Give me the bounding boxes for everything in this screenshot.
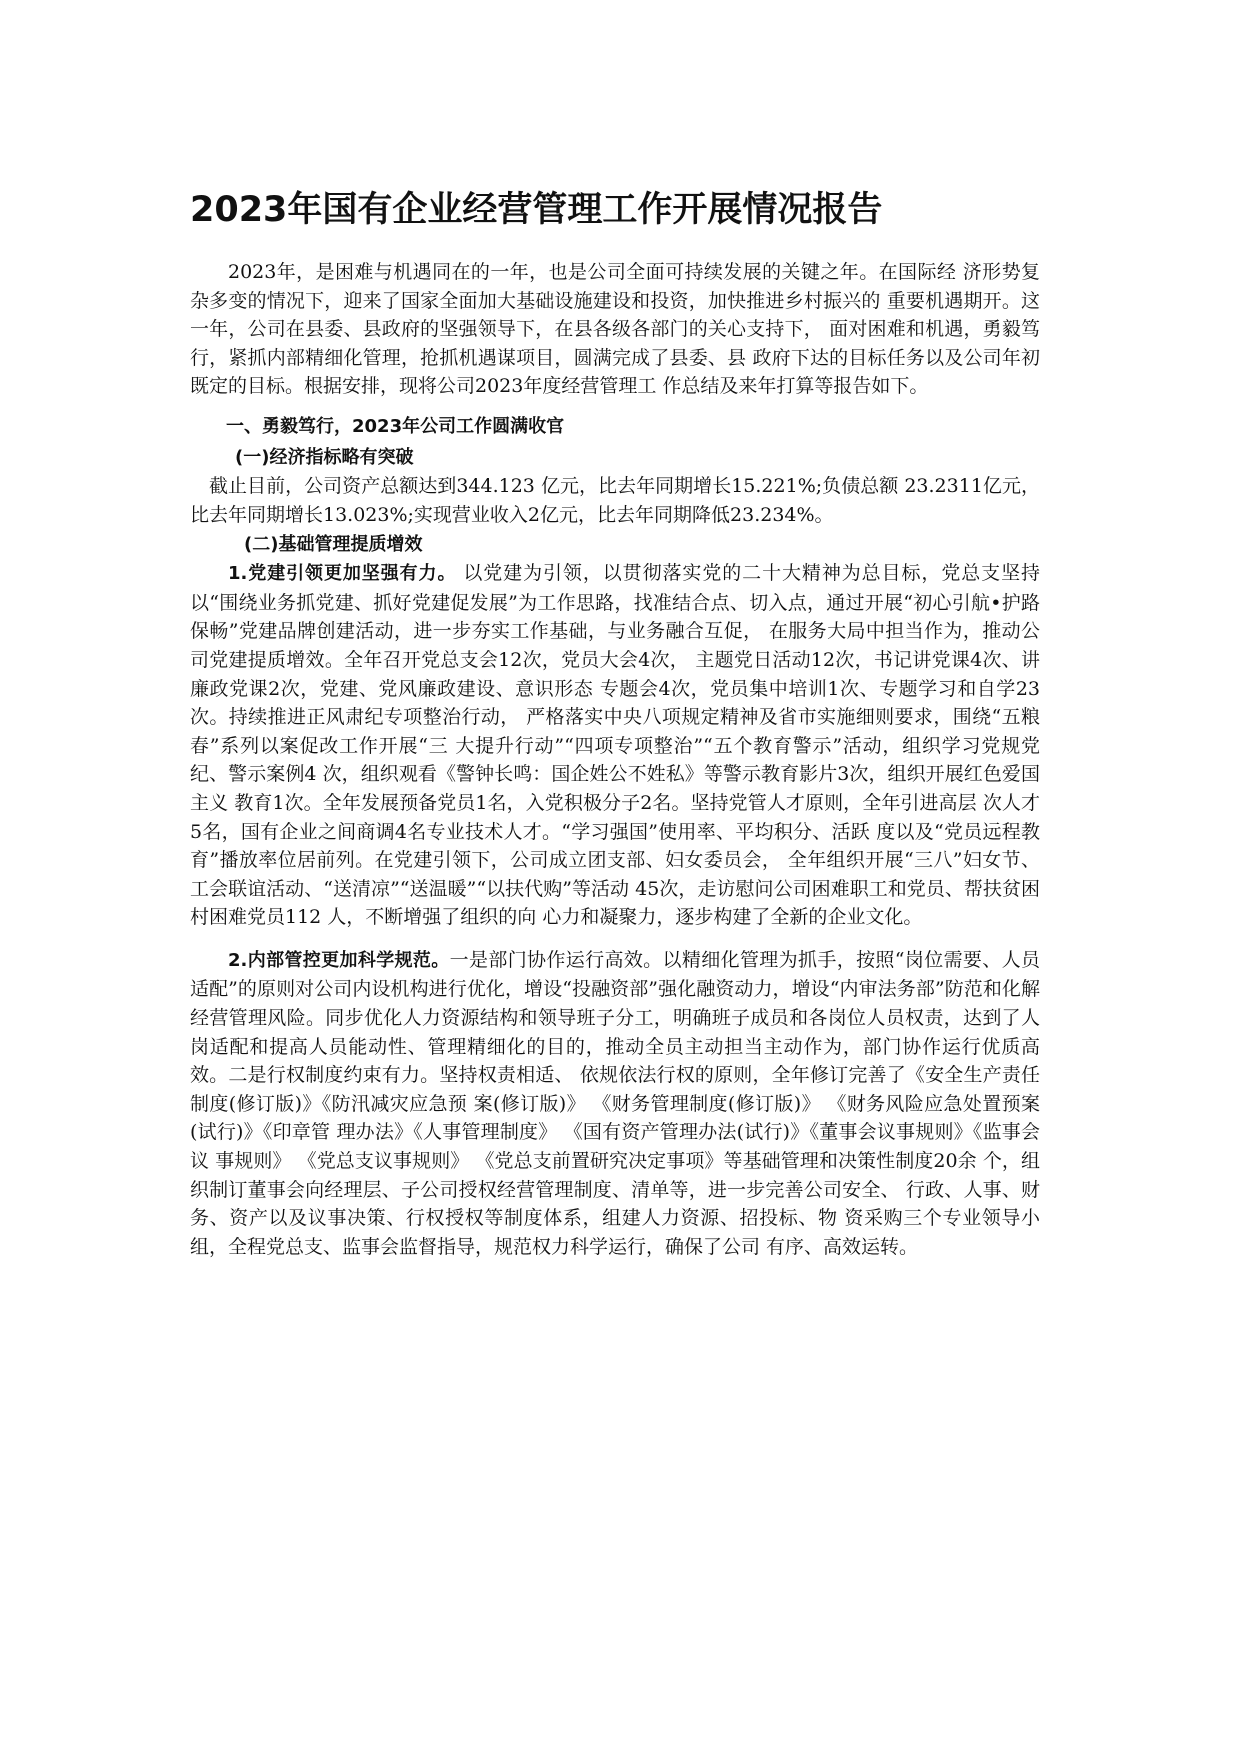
subsection-heading-economic: (一)经济指标略有突破 (235, 446, 414, 468)
internal-control-text: 一是部门协作运行高效。以精细化管理为抓手，按照“岗位需要、人员适配”的原则对公司内设机构进行优化，增设“投融资部”强化融资动力，增设“内审法务部”防范和化解经营管理风险。同步优化人力资源结构和领导班子分工，明确班子成员和各岗位人员权责，达到了人岗适配和提高人员能动性、管理精细化的目的，推动全员主动担当主动作为，部门协作运行优质高效。二是行权制度约束有力。坚持权责相适、 依规依法行权的原则，全年修订完善了《安全生产责任制度(修订版)》《防汛减灾应急预 案(修订版)》 《财务管理制度(修订版)》 《财务风险应急处置预案(试行)》《印章管 理办法》《人事管理制度》 《国有资产管理办法(试行)》《董事会议事规则》《监事会议 事规则》 《党总支议事规则》 《党总支前置研究决定事项》等基础管理和决策性制度20余 个，组织制订董事会向经理层、子公司授权经营管理制度、清单等，进一步完善公司安全、 行政、人事、财务、资产以及议事决策、行权授权等制度体系，组建人力资源、招投标、物 资采购三个专业领导小组，全程党总支、监事会监督指导，规范权力科学运行，确保了公司 有序、高效运转。 (190, 948, 1040, 1258)
section-heading-1: 一、勇毅笃行，2023年公司工作圆满收官 (226, 415, 565, 437)
subsection-heading-management: (二)基础管理提质增效 (244, 534, 423, 556)
intro-paragraph: 2023年，是困难与机遇同在的一年，也是公司全面可持续发展的关键之年。在国际经 济形势复杂多变的情况下，迎来了国家全面加大基础设施建设和投资，加快推进乡村振兴的 重要机遇期开。这一年，公司在县委、县政府的坚强领导下，在县各级各部门的关心支持下， 面对困难和机遇，勇毅笃行，紧抓内部精细化管理，抢抓机遇谋项目，圆满完成了县委、县 政府下达的目标任务以及公司年初既定的目标。根据安排，现将公司2023年度经营管理工 作总结及来年打算等报告如下。 (190, 261, 1040, 398)
document-body (190, 258, 1040, 1261)
document-title: 2023年国有企业经营管理工作开展情况报告 (190, 190, 883, 230)
party-building-lead: 1.党建引领更加坚强有力。 (228, 563, 457, 585)
economic-indicators-paragraph: 截止目前，公司资产总额达到344.123 亿元，比去年同期增长15.221%;负债总额 23.2311亿元，比去年同期增长13.023%;实现营业收入2亿元，比去年同期降低23.234%。 (190, 474, 1040, 526)
internal-control-paragraph (190, 946, 1040, 1262)
party-building-text: 以党建为引领，以贯彻落实党的二十大精神为总目标，党总支坚持以“围绕业务抓党建、抓好党建促发展”为工作思路，找准结合点、切入点，通过开展“初心引航•护路保畅”党建品牌创建活动，进一步夯实工作基础，与业务融合互促， 在服务大局中担当作为，推动公司党建提质增效。全年召开党总支会12次，党员大会4次， 主题党日活动12次，书记讲党课4次、讲廉政党课2次，党建、党风廉政建设、意识形态 专题会4次，党员集中培训1次、专题学习和自学23次。持续推进正风肃纪专项整治行动， 严格落实中央八项规定精神及省市实施细则要求，围绕“五粮春”系列以案促改工作开展“三 大提升行动”“四项专项整治”“五个教育警示”活动，组织学习党规党纪、警示案例4 次，组织观看《警钟长鸣：国企姓公不姓私》等警示教育影片3次，组织开展红色爱国主义 教育1次。全年发展预备党员1名，入党积极分子2名。坚持党管人才原则，全年引进高层 次人才5名，国有企业之间商调4名专业技术人才。“学习强国”使用率、平均积分、活跃 度以及“党员远程教育”播放率位居前列。在党建引领下，公司成立团支部、妇女委员会， 全年组织开展“三八”妇女节、工会联谊活动、“送清凉”“送温暖”“以扶代购”等活动 45次，走访慰问公司困难职工和党员、帮扶贫困村困难党员112 人，不断增强了组织的向 心力和凝聚力，逐步构建了全新的企业文化。 (190, 562, 1040, 929)
internal-control-lead: 2.内部管控更加科学规范。 (228, 949, 450, 971)
party-building-paragraph (190, 559, 1040, 932)
